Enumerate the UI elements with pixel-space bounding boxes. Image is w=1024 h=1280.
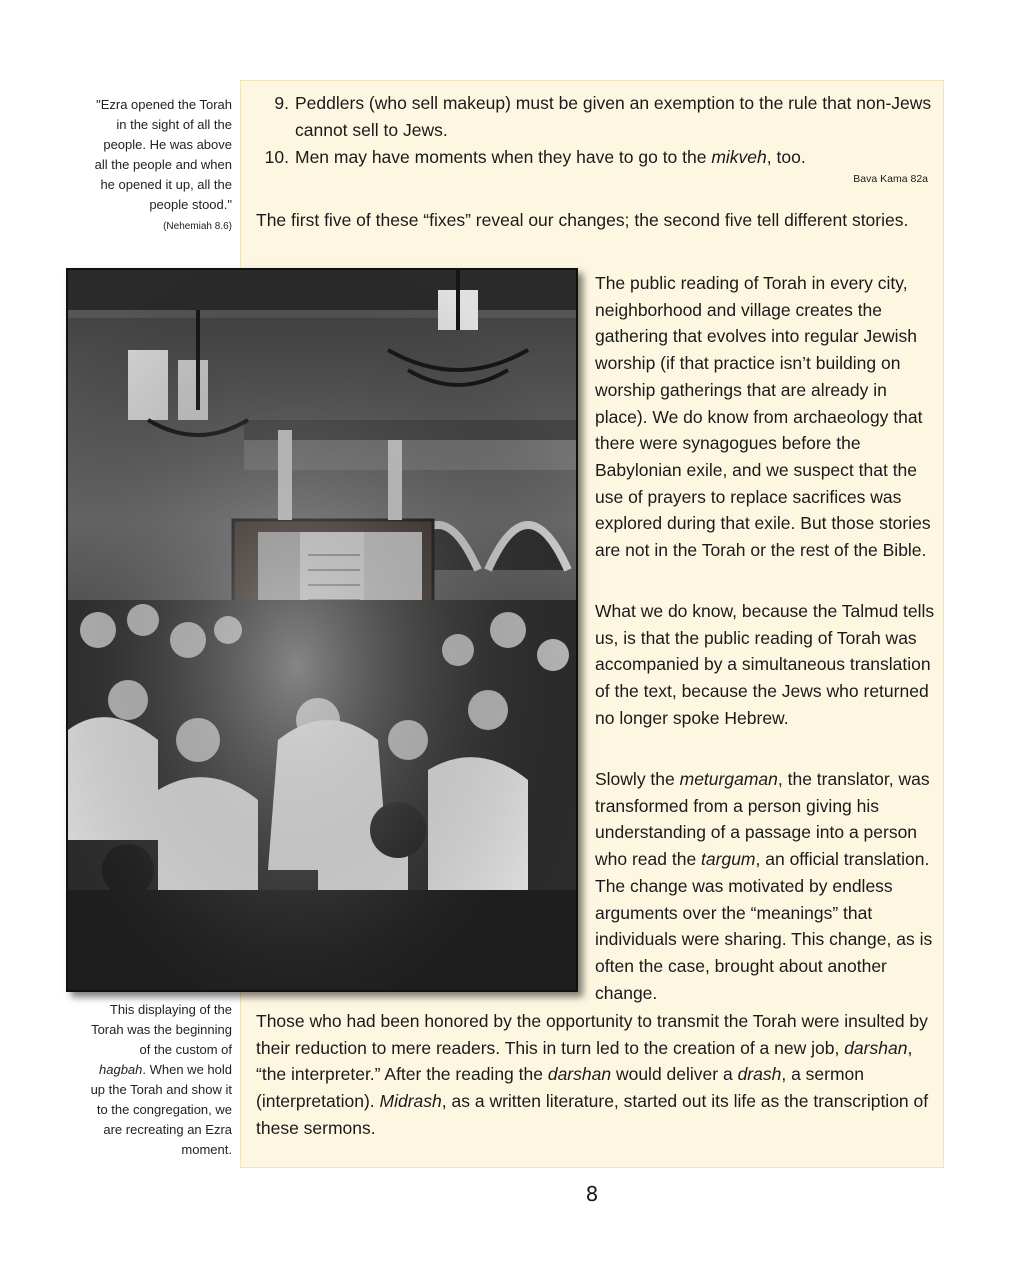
list-item-number: 10. (264, 147, 289, 167)
torah-photo-illustration (68, 270, 576, 990)
list-item-text: Peddlers (who sell makeup) must be given an exemption to the rule that non-Jews cannot sell to Jews. (295, 93, 932, 140)
paragraph-darshan: Those who had been honored by the opportunity to transmit the Torah were insulted by their reduction to mere readers. This in turn led to the creation of a new job, darshan, “the interpreter.” After the reading the darshan would deliver a drash, a sermon (interpretation). Midrash, as a written literature, started out its life as the transcription of these sermons. (256, 1011, 929, 1138)
paragraph-talmud: What we do know, because the Talmud tells us, is that the public reading of Torah was accompanied by a simultaneous translation of the text, because the Jews who returned no longer spoke Hebrew. (595, 601, 935, 728)
list-item-number: 9. (274, 93, 289, 113)
sidenote-quote (90, 95, 232, 237)
list-item (256, 90, 936, 144)
list-source: Bava Kama 82a (853, 173, 928, 185)
sidenote-citation: (Nehemiah 8.6) (163, 221, 232, 232)
sidenote-quote-text: "Ezra opened the Torah in the sight of all the people. He was above all the people and when he opened it up, all the people stood." (94, 97, 232, 212)
photo-caption: This displaying of the Torah was the beginning of the custom of hagbah. When we hold up the Torah and show it to the congregation, we are recreating an Ezra moment. (90, 1002, 232, 1157)
list-item (256, 144, 936, 171)
paragraph-meturgaman: Slowly the meturgaman, the translator, was transformed from a person giving his understanding of a passage into a person who read the targum, an official translation. The change was motivated by endless arguments over the “meanings” that individuals were sharing. This change, as is often the case, brought about another change. (595, 769, 933, 1003)
intro-paragraph: The first five of these “fixes” reveal our changes; the second five tell different stories. (256, 210, 909, 230)
list-item-text: Men may have moments when they have to go to the mikveh, too. (295, 147, 806, 167)
page-number: 8 (585, 1182, 599, 1206)
paragraph-public-reading: The public reading of Torah in every city, neighborhood and village creates the gathering that evolves into regular Jewish worship (if that practice isn’t building on worship gatherings that are already in place). We do know from archaeology that there were synagogues before the Babylonian exile, and we suspect that the use of prayers to replace sacrifices was explored during that exile. But those stories are not in the Torah or the rest of the Bible. (595, 273, 931, 561)
torah-photo (66, 268, 578, 992)
numbered-list (256, 90, 936, 171)
